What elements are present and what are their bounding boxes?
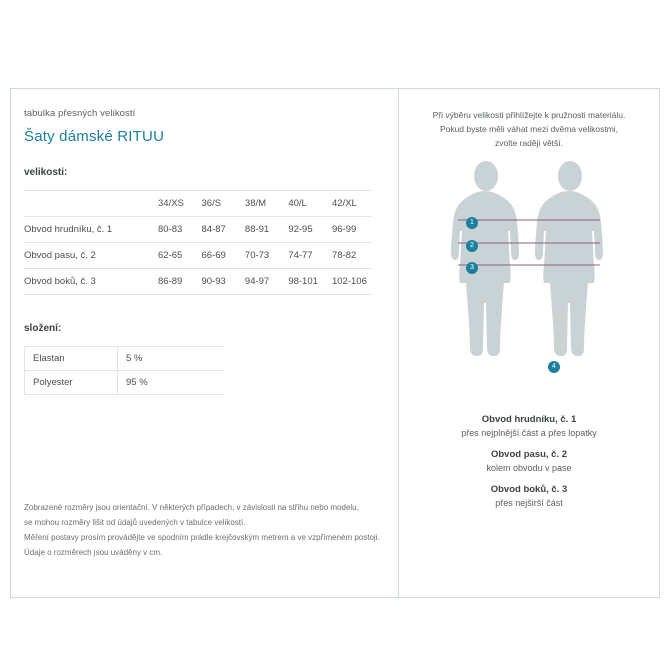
- legend-label: Obvod hrudníku, č. 1: [481, 414, 577, 425]
- left-column: [24, 108, 384, 395]
- marker-1: 1: [466, 217, 478, 229]
- column-header: 34/XS: [154, 191, 197, 217]
- cell: 102-106: [328, 269, 372, 295]
- row-label: Obvod pasu, č. 2: [24, 243, 154, 269]
- cell: 90-93: [198, 269, 241, 295]
- right-column: [408, 108, 650, 519]
- footnote-line: se mohou rozměry lišit od údajů uvedených v tabulce velikostí.: [24, 518, 246, 527]
- column-header: 42/XL: [328, 191, 372, 217]
- cell: 62-65: [154, 243, 197, 269]
- table-row: [25, 371, 225, 395]
- legend-desc: kolem obvodu v pase: [486, 463, 572, 473]
- back-silhouette: [535, 161, 603, 356]
- legend-label: Obvod pasu, č. 2: [490, 449, 568, 460]
- table-row: [24, 269, 372, 295]
- row-label: Obvod hrudníku, č. 1: [24, 217, 154, 243]
- table-header-row: [24, 191, 372, 217]
- legend-label: Obvod boků, č. 3: [490, 484, 568, 495]
- column-header: 36/S: [198, 191, 241, 217]
- material-value: 5 %: [118, 347, 225, 371]
- table-subtitle: tabulka přesných velikostí: [24, 108, 136, 119]
- intro-text: [408, 108, 650, 150]
- legend-desc: přes nejširší část: [495, 498, 563, 508]
- row-label: Obvod boků, č. 3: [24, 269, 154, 295]
- column-header: 40/L: [284, 191, 328, 217]
- cell: 80-83: [154, 217, 197, 243]
- intro-line: Pokud byste měli váhat mezi dvěma velikostmi,: [439, 124, 619, 134]
- sizes-label: velikosti:: [24, 167, 68, 178]
- material-value: 95 %: [118, 371, 225, 395]
- intro-line: zvolte raději větší.: [494, 138, 564, 148]
- measurement-figure: [408, 160, 650, 400]
- front-silhouette: [451, 161, 519, 356]
- column-header: [24, 191, 154, 217]
- sizes-table: [24, 190, 372, 295]
- cell: 92-95: [284, 217, 328, 243]
- cell: 74-77: [284, 243, 328, 269]
- cell: 94-97: [241, 269, 284, 295]
- legend: [408, 414, 650, 508]
- page-title: Šaty dámské RITUU: [24, 128, 165, 145]
- legend-item: [408, 484, 650, 508]
- material-name: Polyester: [25, 371, 118, 395]
- cell: 96-99: [328, 217, 372, 243]
- composition-table: [24, 346, 224, 395]
- body-silhouettes: [424, 160, 634, 392]
- marker-2: 2: [466, 240, 478, 252]
- cell: 66-69: [198, 243, 241, 269]
- cell: 98-101: [284, 269, 328, 295]
- table-row: [24, 217, 372, 243]
- legend-desc: přes nejplnější část a přes lopatky: [461, 428, 597, 438]
- footnote: [24, 500, 384, 560]
- legend-item: [408, 414, 650, 438]
- footnote-line: Údaje o rozměrech jsou uváděny v cm.: [24, 548, 163, 557]
- marker-4: 4: [548, 361, 560, 373]
- composition-section: [24, 323, 384, 395]
- cell: 70-73: [241, 243, 284, 269]
- table-row: [25, 347, 225, 371]
- intro-line: Při výběru velikosti přihlížejte k pružnosti materiálu.: [432, 110, 626, 120]
- table-row: [24, 243, 372, 269]
- legend-item: [408, 449, 650, 473]
- vertical-divider: [398, 89, 399, 597]
- column-header: 38/M: [241, 191, 284, 217]
- cell: 78-82: [328, 243, 372, 269]
- footnote-line: Měření postavy prosím provádějte ve spodním prádle krejčovským metrem a ve vzpřímeném postoji.: [24, 533, 380, 542]
- marker-3: 3: [466, 262, 478, 274]
- footnote-line: Zobrazené rozměry jsou orientační. V některých případech, v závislosti na střihu nebo modelu,: [24, 503, 359, 512]
- cell: 88-91: [241, 217, 284, 243]
- cell: 86-89: [154, 269, 197, 295]
- material-name: Elastan: [25, 347, 118, 371]
- cell: 84-87: [198, 217, 241, 243]
- composition-label: složení:: [24, 323, 62, 334]
